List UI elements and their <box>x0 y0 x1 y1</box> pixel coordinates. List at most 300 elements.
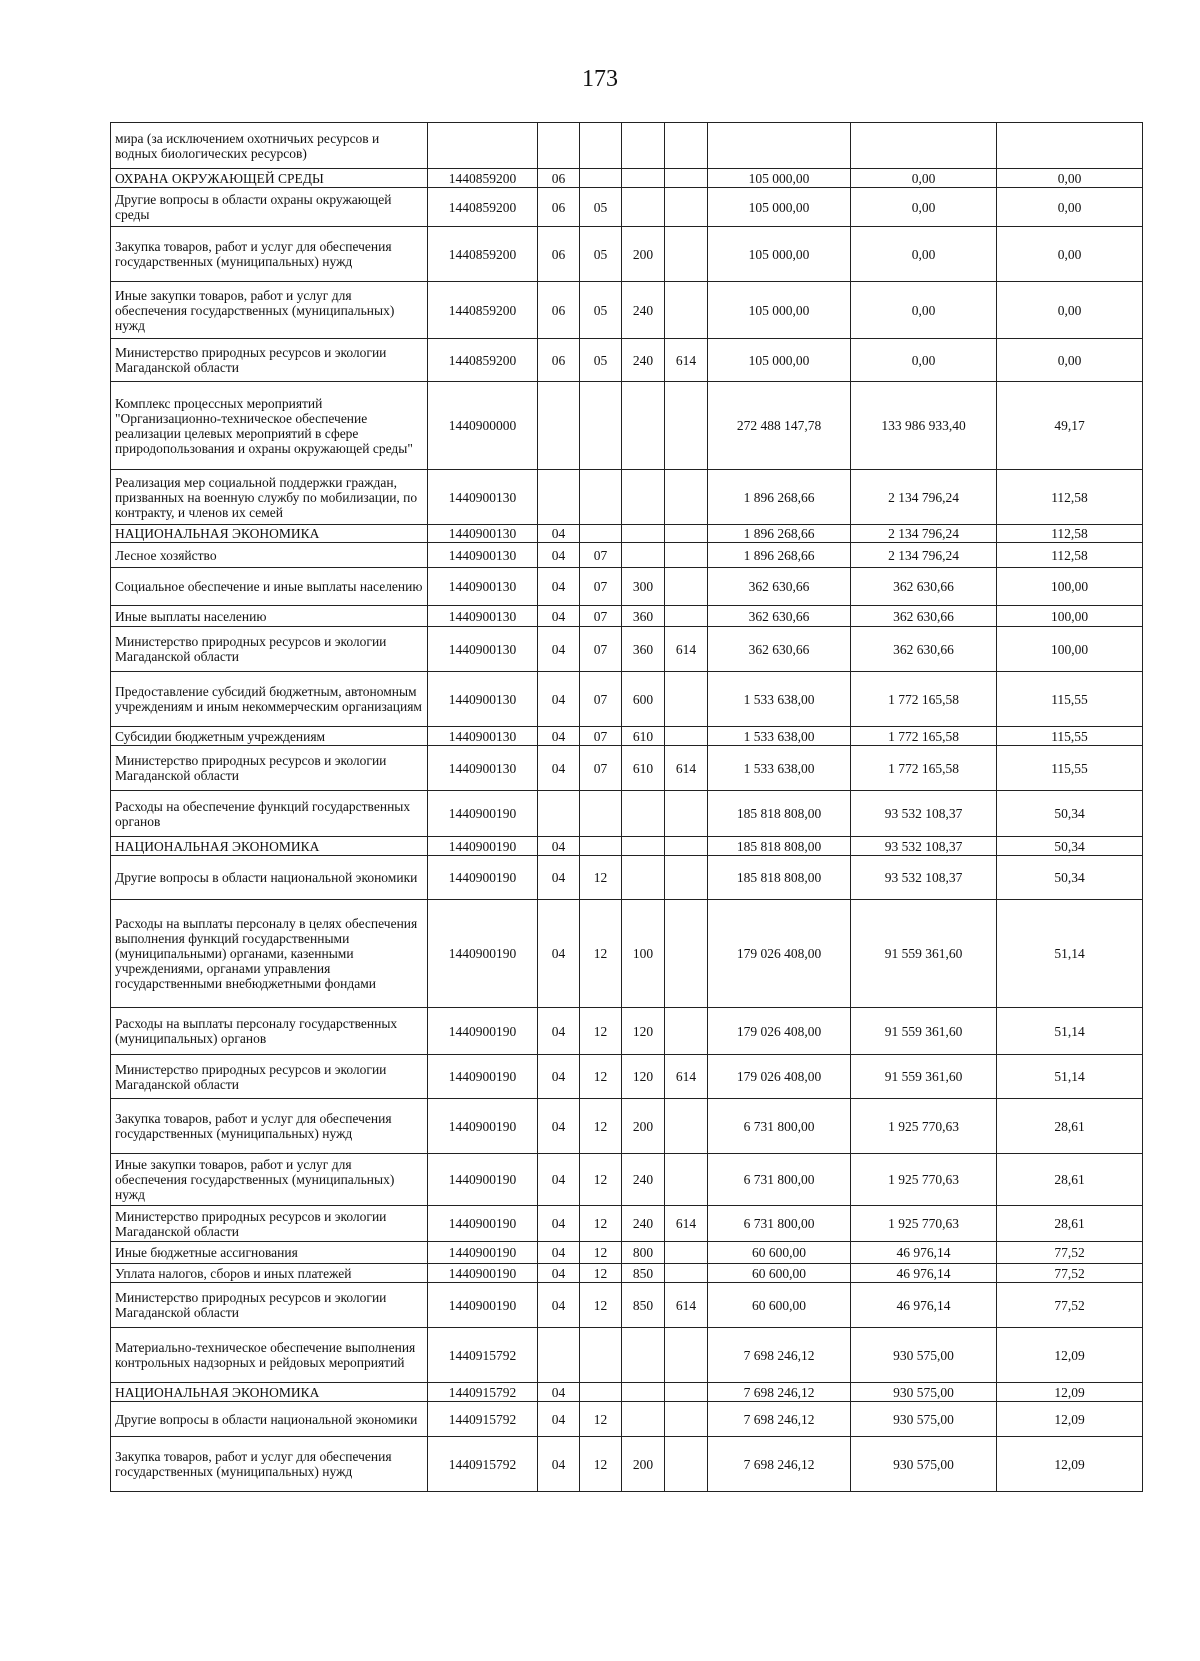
actual-amount-cell: 133 986 933,40 <box>851 382 997 470</box>
budget-table <box>110 122 1143 1492</box>
administrator-code-cell <box>665 525 708 543</box>
row-name-cell: Другие вопросы в области национальной экономики <box>111 1402 428 1437</box>
target-article-code-cell: 1440900190 <box>428 837 538 856</box>
execution-percent-cell: 112,58 <box>997 470 1143 525</box>
subsection-code-cell: 07 <box>580 543 622 568</box>
actual-amount-cell: 1 772 165,58 <box>851 746 997 791</box>
section-code-cell: 04 <box>538 837 580 856</box>
table-row <box>111 568 1143 606</box>
actual-amount-cell: 0,00 <box>851 188 997 227</box>
section-code-cell: 06 <box>538 227 580 282</box>
execution-percent-cell <box>997 123 1143 169</box>
administrator-code-cell <box>665 727 708 746</box>
execution-percent-cell: 77,52 <box>997 1283 1143 1328</box>
expense-type-code-cell <box>622 1383 665 1402</box>
target-article-code-cell: 1440915792 <box>428 1328 538 1383</box>
table-row <box>111 1206 1143 1242</box>
planned-amount-cell <box>708 123 851 169</box>
section-code-cell: 04 <box>538 900 580 1008</box>
table-row <box>111 672 1143 727</box>
row-name-cell: Реализация мер социальной поддержки граждан, призванных на военную службу по мобилизации, по контракту, и членов их семей <box>111 470 428 525</box>
actual-amount-cell: 46 976,14 <box>851 1283 997 1328</box>
target-article-code-cell: 1440900130 <box>428 627 538 672</box>
section-code-cell: 04 <box>538 727 580 746</box>
expense-type-code-cell: 360 <box>622 606 665 627</box>
planned-amount-cell: 185 818 808,00 <box>708 791 851 837</box>
table-row <box>111 1437 1143 1492</box>
planned-amount-cell: 105 000,00 <box>708 282 851 339</box>
administrator-code-cell <box>665 169 708 188</box>
administrator-code-cell <box>665 900 708 1008</box>
section-code-cell <box>538 470 580 525</box>
row-name-cell: Субсидии бюджетным учреждениям <box>111 727 428 746</box>
actual-amount-cell: 2 134 796,24 <box>851 543 997 568</box>
expense-type-code-cell <box>622 837 665 856</box>
administrator-code-cell <box>665 672 708 727</box>
target-article-code-cell <box>428 123 538 169</box>
row-name-cell: Министерство природных ресурсов и экологии Магаданской области <box>111 627 428 672</box>
administrator-code-cell <box>665 543 708 568</box>
actual-amount-cell: 2 134 796,24 <box>851 470 997 525</box>
subsection-code-cell: 12 <box>580 1008 622 1055</box>
expense-type-code-cell: 850 <box>622 1283 665 1328</box>
target-article-code-cell: 1440915792 <box>428 1383 538 1402</box>
expense-type-code-cell: 200 <box>622 227 665 282</box>
actual-amount-cell: 93 532 108,37 <box>851 856 997 900</box>
subsection-code-cell: 07 <box>580 568 622 606</box>
expense-type-code-cell: 300 <box>622 568 665 606</box>
row-name-cell: Иные бюджетные ассигнования <box>111 1242 428 1264</box>
expense-type-code-cell: 600 <box>622 672 665 727</box>
section-code-cell: 04 <box>538 672 580 727</box>
row-name-cell: Министерство природных ресурсов и экологии Магаданской области <box>111 1206 428 1242</box>
section-code-cell: 06 <box>538 282 580 339</box>
row-name-cell: Расходы на выплаты персоналу в целях обеспечения выполнения функций государственными (муниципальными) органами, казенными учреждениями, органами управления государственными внебюджетными фондами <box>111 900 428 1008</box>
section-code-cell: 04 <box>538 568 580 606</box>
expense-type-code-cell: 610 <box>622 727 665 746</box>
execution-percent-cell: 100,00 <box>997 606 1143 627</box>
actual-amount-cell: 930 575,00 <box>851 1328 997 1383</box>
actual-amount-cell: 1 925 770,63 <box>851 1154 997 1206</box>
target-article-code-cell: 1440900190 <box>428 1099 538 1154</box>
row-name-cell: Министерство природных ресурсов и экологии Магаданской области <box>111 1283 428 1328</box>
table-row <box>111 227 1143 282</box>
expense-type-code-cell <box>622 470 665 525</box>
subsection-code-cell: 12 <box>580 856 622 900</box>
row-name-cell: Закупка товаров, работ и услуг для обеспечения государственных (муниципальных) нужд <box>111 227 428 282</box>
subsection-code-cell: 12 <box>580 1206 622 1242</box>
actual-amount-cell: 91 559 361,60 <box>851 1055 997 1099</box>
row-name-cell: Министерство природных ресурсов и экологии Магаданской области <box>111 746 428 791</box>
subsection-code-cell: 07 <box>580 627 622 672</box>
section-code-cell: 06 <box>538 339 580 382</box>
subsection-code-cell: 12 <box>580 1242 622 1264</box>
execution-percent-cell: 115,55 <box>997 727 1143 746</box>
planned-amount-cell: 6 731 800,00 <box>708 1099 851 1154</box>
execution-percent-cell: 51,14 <box>997 1055 1143 1099</box>
subsection-code-cell <box>580 837 622 856</box>
administrator-code-cell <box>665 1402 708 1437</box>
administrator-code-cell <box>665 1383 708 1402</box>
subsection-code-cell: 05 <box>580 227 622 282</box>
administrator-code-cell <box>665 791 708 837</box>
expense-type-code-cell: 360 <box>622 627 665 672</box>
target-article-code-cell: 1440859200 <box>428 169 538 188</box>
table-row <box>111 837 1143 856</box>
administrator-code-cell: 614 <box>665 627 708 672</box>
administrator-code-cell <box>665 188 708 227</box>
row-name-cell: ОХРАНА ОКРУЖАЮЩЕЙ СРЕДЫ <box>111 169 428 188</box>
section-code-cell: 04 <box>538 1402 580 1437</box>
target-article-code-cell: 1440900130 <box>428 470 538 525</box>
planned-amount-cell: 7 698 246,12 <box>708 1402 851 1437</box>
execution-percent-cell: 28,61 <box>997 1206 1143 1242</box>
table-row <box>111 188 1143 227</box>
actual-amount-cell: 2 134 796,24 <box>851 525 997 543</box>
target-article-code-cell: 1440900190 <box>428 1242 538 1264</box>
page-number: 173 <box>582 66 618 92</box>
administrator-code-cell <box>665 1099 708 1154</box>
expense-type-code-cell <box>622 382 665 470</box>
planned-amount-cell: 105 000,00 <box>708 188 851 227</box>
row-name-cell: Комплекс процессных мероприятий "Организационно-техническое обеспечение реализации целевых мероприятий в сфере природопользования и охраны окружающей среды" <box>111 382 428 470</box>
planned-amount-cell: 60 600,00 <box>708 1242 851 1264</box>
execution-percent-cell: 12,09 <box>997 1328 1143 1383</box>
execution-percent-cell: 28,61 <box>997 1099 1143 1154</box>
expense-type-code-cell <box>622 123 665 169</box>
execution-percent-cell: 49,17 <box>997 382 1143 470</box>
target-article-code-cell: 1440900130 <box>428 606 538 627</box>
table-row <box>111 123 1143 169</box>
execution-percent-cell: 100,00 <box>997 627 1143 672</box>
actual-amount-cell: 91 559 361,60 <box>851 1008 997 1055</box>
actual-amount-cell: 362 630,66 <box>851 606 997 627</box>
administrator-code-cell: 614 <box>665 1055 708 1099</box>
planned-amount-cell: 1 896 268,66 <box>708 525 851 543</box>
expense-type-code-cell <box>622 543 665 568</box>
row-name-cell: НАЦИОНАЛЬНАЯ ЭКОНОМИКА <box>111 525 428 543</box>
section-code-cell: 04 <box>538 1206 580 1242</box>
expense-type-code-cell: 240 <box>622 339 665 382</box>
administrator-code-cell <box>665 856 708 900</box>
administrator-code-cell <box>665 837 708 856</box>
execution-percent-cell: 51,14 <box>997 1008 1143 1055</box>
actual-amount-cell: 1 925 770,63 <box>851 1206 997 1242</box>
section-code-cell: 04 <box>538 606 580 627</box>
table-row <box>111 1008 1143 1055</box>
row-name-cell: Министерство природных ресурсов и экологии Магаданской области <box>111 339 428 382</box>
table-row <box>111 627 1143 672</box>
actual-amount-cell: 91 559 361,60 <box>851 900 997 1008</box>
expense-type-code-cell <box>622 1402 665 1437</box>
subsection-code-cell: 07 <box>580 727 622 746</box>
subsection-code-cell <box>580 1328 622 1383</box>
planned-amount-cell: 7 698 246,12 <box>708 1328 851 1383</box>
planned-amount-cell: 185 818 808,00 <box>708 837 851 856</box>
subsection-code-cell <box>580 123 622 169</box>
target-article-code-cell: 1440900190 <box>428 791 538 837</box>
table-row <box>111 1402 1143 1437</box>
target-article-code-cell: 1440900190 <box>428 1008 538 1055</box>
section-code-cell: 04 <box>538 627 580 672</box>
expense-type-code-cell <box>622 1328 665 1383</box>
actual-amount-cell <box>851 123 997 169</box>
planned-amount-cell: 179 026 408,00 <box>708 900 851 1008</box>
section-code-cell: 04 <box>538 1264 580 1283</box>
target-article-code-cell: 1440900130 <box>428 543 538 568</box>
administrator-code-cell: 614 <box>665 339 708 382</box>
table-row <box>111 1328 1143 1383</box>
administrator-code-cell <box>665 1437 708 1492</box>
planned-amount-cell: 1 533 638,00 <box>708 727 851 746</box>
section-code-cell <box>538 791 580 837</box>
actual-amount-cell: 1 772 165,58 <box>851 727 997 746</box>
section-code-cell: 04 <box>538 525 580 543</box>
row-name-cell: Закупка товаров, работ и услуг для обеспечения государственных (муниципальных) нужд <box>111 1437 428 1492</box>
target-article-code-cell: 1440900130 <box>428 727 538 746</box>
actual-amount-cell: 0,00 <box>851 282 997 339</box>
row-name-cell: Иные закупки товаров, работ и услуг для обеспечения государственных (муниципальных) нужд <box>111 1154 428 1206</box>
administrator-code-cell <box>665 470 708 525</box>
actual-amount-cell: 1 925 770,63 <box>851 1099 997 1154</box>
target-article-code-cell: 1440900000 <box>428 382 538 470</box>
expense-type-code-cell: 610 <box>622 746 665 791</box>
row-name-cell: Расходы на обеспечение функций государственных органов <box>111 791 428 837</box>
section-code-cell: 04 <box>538 1055 580 1099</box>
planned-amount-cell: 272 488 147,78 <box>708 382 851 470</box>
planned-amount-cell: 7 698 246,12 <box>708 1437 851 1492</box>
subsection-code-cell: 05 <box>580 282 622 339</box>
planned-amount-cell: 362 630,66 <box>708 568 851 606</box>
actual-amount-cell: 46 976,14 <box>851 1264 997 1283</box>
section-code-cell: 04 <box>538 1283 580 1328</box>
section-code-cell: 06 <box>538 188 580 227</box>
expense-type-code-cell <box>622 188 665 227</box>
table-row <box>111 791 1143 837</box>
subsection-code-cell: 07 <box>580 746 622 791</box>
execution-percent-cell: 0,00 <box>997 188 1143 227</box>
target-article-code-cell: 1440900190 <box>428 1283 538 1328</box>
subsection-code-cell <box>580 470 622 525</box>
target-article-code-cell: 1440915792 <box>428 1437 538 1492</box>
table-row <box>111 900 1143 1008</box>
budget-table-container <box>110 122 1142 1492</box>
subsection-code-cell: 12 <box>580 1437 622 1492</box>
administrator-code-cell <box>665 123 708 169</box>
table-row <box>111 1383 1143 1402</box>
target-article-code-cell: 1440900190 <box>428 1264 538 1283</box>
expense-type-code-cell <box>622 169 665 188</box>
row-name-cell: Другие вопросы в области национальной экономики <box>111 856 428 900</box>
subsection-code-cell: 12 <box>580 1283 622 1328</box>
planned-amount-cell: 179 026 408,00 <box>708 1008 851 1055</box>
expense-type-code-cell <box>622 791 665 837</box>
execution-percent-cell: 12,09 <box>997 1402 1143 1437</box>
row-name-cell: Социальное обеспечение и иные выплаты населению <box>111 568 428 606</box>
table-row <box>111 543 1143 568</box>
planned-amount-cell: 6 731 800,00 <box>708 1154 851 1206</box>
row-name-cell: мира (за исключением охотничьих ресурсов и водных биологических ресурсов) <box>111 123 428 169</box>
subsection-code-cell: 12 <box>580 1402 622 1437</box>
execution-percent-cell: 12,09 <box>997 1437 1143 1492</box>
row-name-cell: Расходы на выплаты персоналу государственных (муниципальных) органов <box>111 1008 428 1055</box>
section-code-cell: 04 <box>538 1437 580 1492</box>
actual-amount-cell: 1 772 165,58 <box>851 672 997 727</box>
table-row <box>111 382 1143 470</box>
planned-amount-cell: 60 600,00 <box>708 1264 851 1283</box>
target-article-code-cell: 1440859200 <box>428 282 538 339</box>
table-row <box>111 169 1143 188</box>
administrator-code-cell <box>665 382 708 470</box>
actual-amount-cell: 930 575,00 <box>851 1383 997 1402</box>
table-row <box>111 1055 1143 1099</box>
expense-type-code-cell: 120 <box>622 1055 665 1099</box>
target-article-code-cell: 1440900190 <box>428 900 538 1008</box>
actual-amount-cell: 0,00 <box>851 169 997 188</box>
administrator-code-cell <box>665 1264 708 1283</box>
actual-amount-cell: 0,00 <box>851 227 997 282</box>
execution-percent-cell: 0,00 <box>997 339 1143 382</box>
subsection-code-cell <box>580 791 622 837</box>
actual-amount-cell: 46 976,14 <box>851 1242 997 1264</box>
execution-percent-cell: 0,00 <box>997 169 1143 188</box>
execution-percent-cell: 77,52 <box>997 1242 1143 1264</box>
section-code-cell: 04 <box>538 856 580 900</box>
target-article-code-cell: 1440900130 <box>428 568 538 606</box>
execution-percent-cell: 112,58 <box>997 543 1143 568</box>
table-row <box>111 339 1143 382</box>
section-code-cell <box>538 123 580 169</box>
execution-percent-cell: 115,55 <box>997 672 1143 727</box>
administrator-code-cell: 614 <box>665 746 708 791</box>
row-name-cell: Иные закупки товаров, работ и услуг для обеспечения государственных (муниципальных) нужд <box>111 282 428 339</box>
row-name-cell: Лесное хозяйство <box>111 543 428 568</box>
table-row <box>111 1283 1143 1328</box>
expense-type-code-cell: 240 <box>622 1206 665 1242</box>
table-row <box>111 1242 1143 1264</box>
table-row <box>111 525 1143 543</box>
table-body <box>111 123 1143 1492</box>
execution-percent-cell: 50,34 <box>997 856 1143 900</box>
planned-amount-cell: 6 731 800,00 <box>708 1206 851 1242</box>
planned-amount-cell: 362 630,66 <box>708 606 851 627</box>
row-name-cell: Закупка товаров, работ и услуг для обеспечения государственных (муниципальных) нужд <box>111 1099 428 1154</box>
planned-amount-cell: 1 533 638,00 <box>708 746 851 791</box>
administrator-code-cell <box>665 1328 708 1383</box>
subsection-code-cell: 05 <box>580 188 622 227</box>
expense-type-code-cell: 100 <box>622 900 665 1008</box>
expense-type-code-cell: 850 <box>622 1264 665 1283</box>
subsection-code-cell: 12 <box>580 1055 622 1099</box>
execution-percent-cell: 51,14 <box>997 900 1143 1008</box>
subsection-code-cell <box>580 169 622 188</box>
table-row <box>111 606 1143 627</box>
subsection-code-cell: 12 <box>580 900 622 1008</box>
expense-type-code-cell: 120 <box>622 1008 665 1055</box>
target-article-code-cell: 1440900130 <box>428 746 538 791</box>
table-row <box>111 1154 1143 1206</box>
row-name-cell: Министерство природных ресурсов и экологии Магаданской области <box>111 1055 428 1099</box>
section-code-cell: 04 <box>538 1099 580 1154</box>
subsection-code-cell: 05 <box>580 339 622 382</box>
table-row <box>111 470 1143 525</box>
target-article-code-cell: 1440900190 <box>428 1206 538 1242</box>
subsection-code-cell: 12 <box>580 1264 622 1283</box>
target-article-code-cell: 1440915792 <box>428 1402 538 1437</box>
expense-type-code-cell: 200 <box>622 1099 665 1154</box>
execution-percent-cell: 28,61 <box>997 1154 1143 1206</box>
administrator-code-cell <box>665 227 708 282</box>
expense-type-code-cell: 240 <box>622 282 665 339</box>
planned-amount-cell: 362 630,66 <box>708 627 851 672</box>
table-row <box>111 1099 1143 1154</box>
planned-amount-cell: 7 698 246,12 <box>708 1383 851 1402</box>
planned-amount-cell: 105 000,00 <box>708 339 851 382</box>
execution-percent-cell: 115,55 <box>997 746 1143 791</box>
administrator-code-cell <box>665 1242 708 1264</box>
actual-amount-cell: 930 575,00 <box>851 1402 997 1437</box>
target-article-code-cell: 1440859200 <box>428 188 538 227</box>
expense-type-code-cell <box>622 525 665 543</box>
planned-amount-cell: 105 000,00 <box>708 169 851 188</box>
section-code-cell: 06 <box>538 169 580 188</box>
subsection-code-cell <box>580 1383 622 1402</box>
section-code-cell: 04 <box>538 1008 580 1055</box>
planned-amount-cell: 105 000,00 <box>708 227 851 282</box>
actual-amount-cell: 362 630,66 <box>851 627 997 672</box>
actual-amount-cell: 362 630,66 <box>851 568 997 606</box>
expense-type-code-cell: 800 <box>622 1242 665 1264</box>
actual-amount-cell: 93 532 108,37 <box>851 837 997 856</box>
expense-type-code-cell: 200 <box>622 1437 665 1492</box>
target-article-code-cell: 1440900130 <box>428 672 538 727</box>
administrator-code-cell <box>665 282 708 339</box>
row-name-cell: Другие вопросы в области охраны окружающей среды <box>111 188 428 227</box>
target-article-code-cell: 1440900190 <box>428 1055 538 1099</box>
administrator-code-cell: 614 <box>665 1283 708 1328</box>
subsection-code-cell: 12 <box>580 1154 622 1206</box>
execution-percent-cell: 0,00 <box>997 227 1143 282</box>
actual-amount-cell: 930 575,00 <box>851 1437 997 1492</box>
administrator-code-cell <box>665 568 708 606</box>
table-row <box>111 746 1143 791</box>
planned-amount-cell: 1 896 268,66 <box>708 470 851 525</box>
subsection-code-cell: 07 <box>580 672 622 727</box>
section-code-cell <box>538 382 580 470</box>
execution-percent-cell: 112,58 <box>997 525 1143 543</box>
planned-amount-cell: 179 026 408,00 <box>708 1055 851 1099</box>
expense-type-code-cell: 240 <box>622 1154 665 1206</box>
planned-amount-cell: 1 533 638,00 <box>708 672 851 727</box>
subsection-code-cell <box>580 525 622 543</box>
execution-percent-cell: 50,34 <box>997 837 1143 856</box>
section-code-cell: 04 <box>538 1242 580 1264</box>
table-row <box>111 727 1143 746</box>
row-name-cell: Материально-техническое обеспечение выполнения контрольных надзорных и рейдовых мероприятий <box>111 1328 428 1383</box>
section-code-cell: 04 <box>538 1383 580 1402</box>
actual-amount-cell: 93 532 108,37 <box>851 791 997 837</box>
row-name-cell: Уплата налогов, сборов и иных платежей <box>111 1264 428 1283</box>
row-name-cell: НАЦИОНАЛЬНАЯ ЭКОНОМИКА <box>111 1383 428 1402</box>
planned-amount-cell: 60 600,00 <box>708 1283 851 1328</box>
target-article-code-cell: 1440900190 <box>428 1154 538 1206</box>
row-name-cell: Предоставление субсидий бюджетным, автономным учреждениям и иным некоммерческим организациям <box>111 672 428 727</box>
administrator-code-cell: 614 <box>665 1206 708 1242</box>
expense-type-code-cell <box>622 856 665 900</box>
administrator-code-cell <box>665 1008 708 1055</box>
target-article-code-cell: 1440859200 <box>428 339 538 382</box>
execution-percent-cell: 50,34 <box>997 791 1143 837</box>
